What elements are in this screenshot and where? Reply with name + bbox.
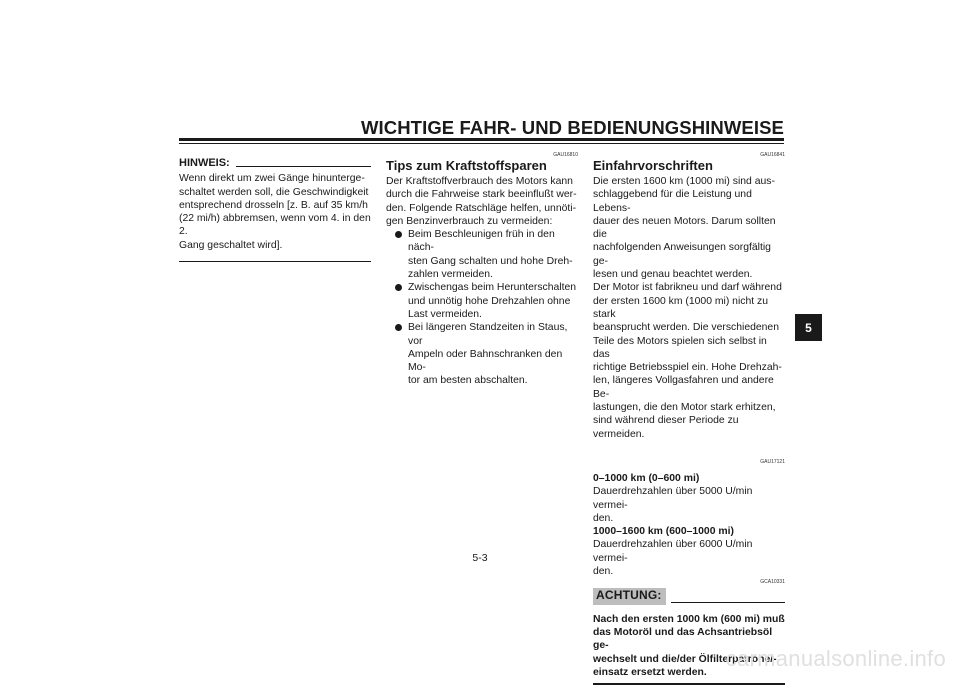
hinweis-end-rule [179, 261, 371, 262]
achtung-label: ACHTUNG: [593, 588, 666, 604]
page-number: 5-3 [472, 552, 488, 564]
text-line: zahlen vermeiden. [408, 269, 493, 281]
column-left [179, 157, 371, 262]
text-line: Beim Beschleunigen früh in den näch- [408, 229, 555, 254]
text-line: nachfolgenden Anweisungen sorgfältig ge- [593, 242, 771, 267]
text-line: Nach den ersten 1000 km (600 mi) muß [593, 613, 785, 625]
achtung-rule [671, 602, 785, 603]
hinweis-label: HINWEIS: [179, 157, 230, 169]
text-line: wechselt und die/der Ölfilterpatrone/- [593, 653, 777, 665]
text-line: sind während dieser Periode zu vermeiden. [593, 415, 739, 440]
text-line: Teile des Motors spielen sich selbst in das [593, 335, 767, 360]
header-rule-thin [179, 143, 784, 144]
header-rule-thick [179, 138, 784, 141]
section-code: GAU16841 [760, 152, 785, 158]
achtung-header [593, 588, 785, 604]
text-line: Die ersten 1600 km (1000 mi) sind aus- [593, 176, 775, 187]
text-line: len, längeres Vollgasfahren und andere Be- [593, 375, 774, 400]
bullet-icon [395, 324, 402, 331]
text-line: der ersten 1600 km (1000 mi) nicht zu stark [593, 295, 768, 320]
text-line: dauer des neuen Motors. Darum sollten die [593, 215, 776, 241]
fuel-tips-list [386, 228, 578, 388]
stage-2-heading: 1000–1600 km (600–1000 mi) [593, 526, 734, 538]
text-line: einsatz ersetzt werden. [593, 666, 707, 678]
text-line: Last vermeiden. [408, 308, 482, 320]
watermark: carmanualsonline.info [725, 646, 946, 671]
text-line: Der Motor ist fabrikneu und darf während [593, 282, 782, 294]
text-line: (22 mi/h) abbremsen, wenn vom 4. in den 2. [179, 213, 371, 238]
section-title-break-in: Einfahrvorschriften [593, 158, 713, 173]
text-line: richtige Betriebsspiel ein. Hohe Drehzah- [593, 362, 782, 374]
stage-1-text [593, 485, 785, 525]
text-line: gen Benzinverbrauch zu vermeiden: [386, 215, 553, 227]
hinweis-body [179, 172, 371, 252]
text-line: beansprucht werden. Die verschiedenen [593, 322, 779, 334]
text-line: und unnötig hohe Drehzahlen ohne [408, 295, 571, 307]
chapter-tab: 5 [795, 314, 822, 341]
list-item-text [408, 321, 578, 387]
break-in-paragraph-2 [593, 281, 785, 441]
list-item-text [408, 281, 578, 321]
text-line: sten Gang schalten und hohe Dreh- [408, 255, 573, 267]
hinweis-rule [236, 166, 371, 167]
break-in-paragraph-1 [593, 175, 785, 281]
section-code: GAU16810 [553, 152, 578, 158]
column-middle [386, 152, 578, 388]
text-line: Gang geschaltet wird]. [179, 239, 283, 251]
column-right [593, 152, 785, 685]
text-line: Zwischengas beim Herunterschalten [408, 282, 577, 294]
list-item [386, 228, 578, 281]
section-code: GAU17121 [760, 458, 785, 465]
text-line: den. [593, 566, 614, 578]
section-title-fuel-tips: Tips zum Kraftstoffsparen [386, 158, 547, 173]
text-line: schlaggebend für die Leistung und Lebens- [593, 189, 752, 214]
text-line: tor am besten abschalten. [408, 375, 528, 387]
text-line: Wenn direkt um zwei Gänge hinunterge- [179, 173, 365, 185]
text-line: Bei längeren Standzeiten in Staus, vor [408, 322, 568, 347]
stage-1-heading: 0–1000 km (0–600 mi) [593, 472, 700, 484]
text-line: den. Folgende Ratschläge helfen, unnöti- [386, 202, 577, 214]
text-line: Dauerdrehzahlen über 6000 U/min vermei- [593, 539, 753, 564]
page-header-title: WICHTIGE FAHR- UND BEDIENUNGSHINWEISE [360, 117, 784, 138]
bullet-icon [395, 284, 402, 291]
text-line: Ampeln oder Bahnschranken den Mo- [408, 348, 563, 374]
hinweis-header [179, 157, 371, 170]
text-line: den. [593, 512, 614, 524]
text-line: Der Kraftstoffverbrauch des Motors kann [386, 176, 573, 187]
text-line: das Motoröl und das Achsantriebsöl ge- [593, 626, 773, 652]
list-item [386, 321, 578, 387]
text-line: Dauerdrehzahlen über 5000 U/min vermei- [593, 486, 753, 511]
text-line: durch die Fahrweise stark beeinflußt wer- [386, 189, 577, 201]
bullet-icon [395, 231, 402, 238]
text-line: lastungen, die den Motor stark erhitzen, [593, 402, 776, 414]
text-line: entsprechend drosseln [z. B. auf 35 km/h [179, 199, 368, 211]
fuel-tips-intro [386, 175, 578, 228]
text-line: lesen und genau beachtet werden. [593, 269, 753, 281]
section-code: GCA10331 [760, 579, 785, 586]
list-item [386, 281, 578, 321]
text-line: schaltet werden soll, die Geschwindigkeit [179, 186, 369, 198]
list-item-text [408, 228, 578, 281]
stage-2-text [593, 538, 785, 578]
